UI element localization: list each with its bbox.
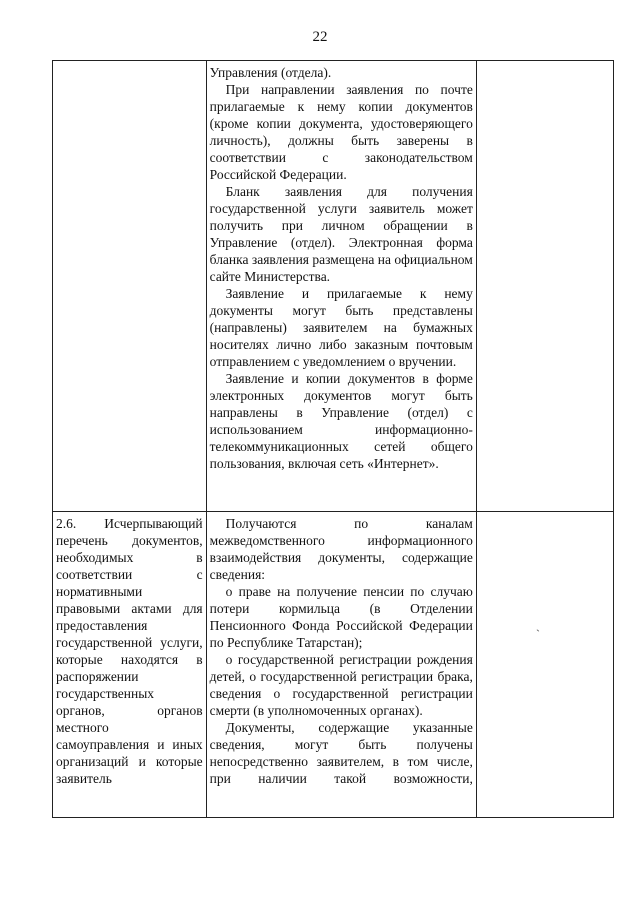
paragraph: Бланк заявления для получения государственной услуги заявитель может получить при личном обращении в Управление (отдел). Электронная форма бланка заявления размещена на официальном сайте Министерства. bbox=[209, 184, 473, 284]
paragraph: Документы, содержащие указанные сведения, могут быть получены непосредственно заявителем, в том числе, при наличии такой возможности, bbox=[209, 720, 473, 786]
regulation-table bbox=[52, 60, 614, 818]
margin-mark: ` bbox=[536, 627, 540, 641]
paragraph: Получаются по каналам межведомственного информационного взаимодействия документы, содержащие сведения: bbox=[209, 516, 473, 582]
row1-left-cell bbox=[53, 61, 207, 512]
page-number: 22 bbox=[312, 29, 328, 45]
row2-right-cell bbox=[476, 512, 613, 818]
section-2-6-title: 2.6. Исчерпывающий перечень документов, необходимых в соответствии с нормативными правовыми актами для предоставления государственной услуги, которые находятся в распоряжении государственных органов, органов местного самоуправления и иных организаций и которые заявитель bbox=[53, 512, 207, 818]
paragraph: о праве на получение пенсии по случаю потери кормильца (в Отделении Пенсионного Фонда Российской Федерации по Республике Татарстан); bbox=[209, 584, 473, 650]
table-row bbox=[53, 61, 614, 512]
row1-right-cell bbox=[476, 61, 613, 512]
paragraph: Заявление и прилагаемые к нему документы могут быть представлены (направлены) заявителем на бумажных носителях лично либо заказным почтовым отправлением с уведомлением о вручении. bbox=[209, 286, 473, 369]
paragraph: При направлении заявления по почте прилагаемые к нему копии документов (кроме копии документа, удостоверяющего личность), должны быть заверены в соответствии с законодательством Российской Федерации. bbox=[209, 82, 473, 182]
row1-content-cell bbox=[206, 61, 476, 512]
paragraph: Заявление и копии документов в форме электронных документов могут быть направлены в Управление (отдел) с использованием информационно-телекоммуникационных сетей общего пользования, включая сеть «Интернет». bbox=[209, 371, 473, 471]
paragraph: Управления (отдела). bbox=[209, 65, 332, 80]
row2-content-cell bbox=[206, 512, 476, 818]
table-row bbox=[53, 512, 614, 818]
paragraph: о государственной регистрации рождения детей, о государственной регистрации брака, сведения о государственной регистрации смерти (в уполномоченных органах). bbox=[209, 652, 473, 718]
